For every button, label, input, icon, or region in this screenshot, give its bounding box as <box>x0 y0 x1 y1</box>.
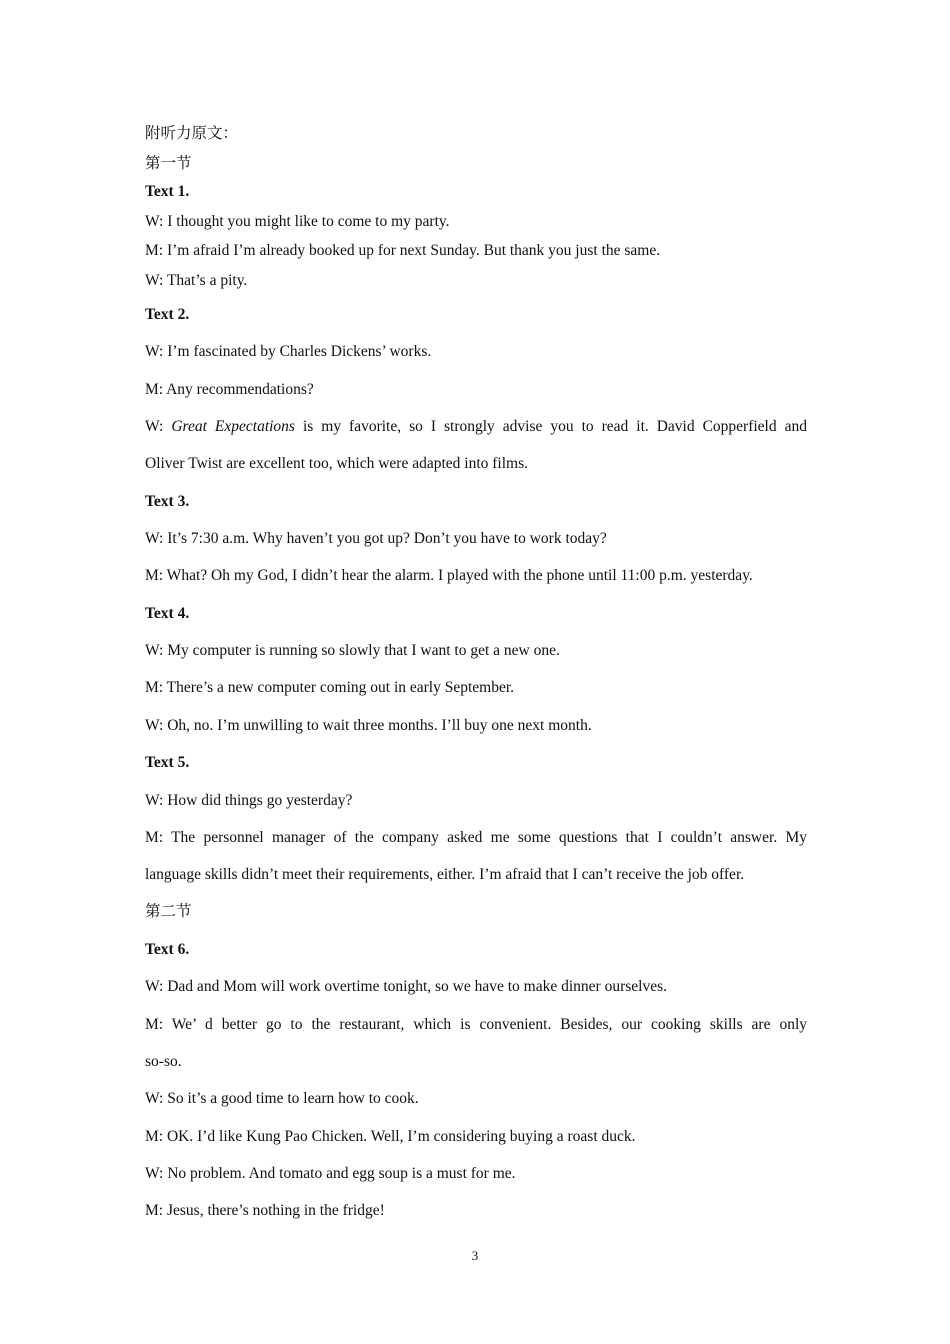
dialogue-line: W: It’s 7:30 a.m. Why haven’t you got up? Don’t you have to work today? <box>145 530 607 547</box>
dialogue-line: M: OK. I’d like Kung Pao Chicken. Well, I’m considering buying a roast duck. <box>145 1128 636 1145</box>
text-3-title: Text 3. <box>145 493 190 510</box>
text-5-title: Text 5. <box>145 754 190 771</box>
dialogue-line: M: What? Oh my God, I didn’t hear the alarm. I played with the phone until 11:00 p.m. yesterday. <box>145 567 753 584</box>
book-title: Great Expectations <box>171 418 295 435</box>
dialogue-line: W: I thought you might like to come to my party. <box>145 213 450 230</box>
dialogue-line: W: I’m fascinated by Charles Dickens’ works. <box>145 343 432 360</box>
dialogue-line: W: Dad and Mom will work overtime tonight, so we have to make dinner ourselves. <box>145 978 668 995</box>
dialogue-line: Oliver Twist are excellent too, which were adapted into films. <box>145 455 528 472</box>
dialogue-continuation: is my favorite, so I strongly advise you to read it. David Copperfield and <box>294 418 807 435</box>
dialogue-line: language skills didn’t meet their requirements, either. I’m afraid that I can’t receive the job offer. <box>145 866 745 883</box>
section-heading-2: 第二节 <box>145 903 192 920</box>
dialogue-line: M: Any recommendations? <box>145 381 314 398</box>
document-heading: 附听力原文： <box>145 125 239 142</box>
dialogue-line <box>145 417 807 437</box>
dialogue-line: M: Jesus, there’s nothing in the fridge! <box>145 1202 385 1219</box>
dialogue-line: so-so. <box>145 1053 182 1070</box>
dialogue-line: M: We’ d better go to the restaurant, which is convenient. Besides, our cooking skills are only <box>145 1016 807 1033</box>
text-4-title: Text 4. <box>145 605 190 622</box>
speaker-prefix: W: <box>145 418 172 435</box>
text-1-title: Text 1. <box>145 183 190 200</box>
text-2-title: Text 2. <box>145 306 190 323</box>
text-6-title: Text 6. <box>145 941 190 958</box>
dialogue-line: M: The personnel manager of the company asked me some questions that I couldn’t answer. My <box>145 829 807 846</box>
dialogue-line: W: That’s a pity. <box>145 272 248 289</box>
page-number: 3 <box>471 1248 479 1263</box>
dialogue-line: W: So it’s a good time to learn how to cook. <box>145 1090 419 1107</box>
dialogue-line: W: How did things go yesterday? <box>145 792 353 809</box>
dialogue-line: W: Oh, no. I’m unwilling to wait three months. I’ll buy one next month. <box>145 717 592 734</box>
dialogue-line: W: My computer is running so slowly that I want to get a new one. <box>145 642 560 659</box>
section-heading-1: 第一节 <box>145 155 192 172</box>
dialogue-line: M: There’s a new computer coming out in early September. <box>145 679 515 696</box>
dialogue-line: M: I’m afraid I’m already booked up for next Sunday. But thank you just the same. <box>145 242 661 259</box>
dialogue-line: W: No problem. And tomato and egg soup is a must for me. <box>145 1165 516 1182</box>
